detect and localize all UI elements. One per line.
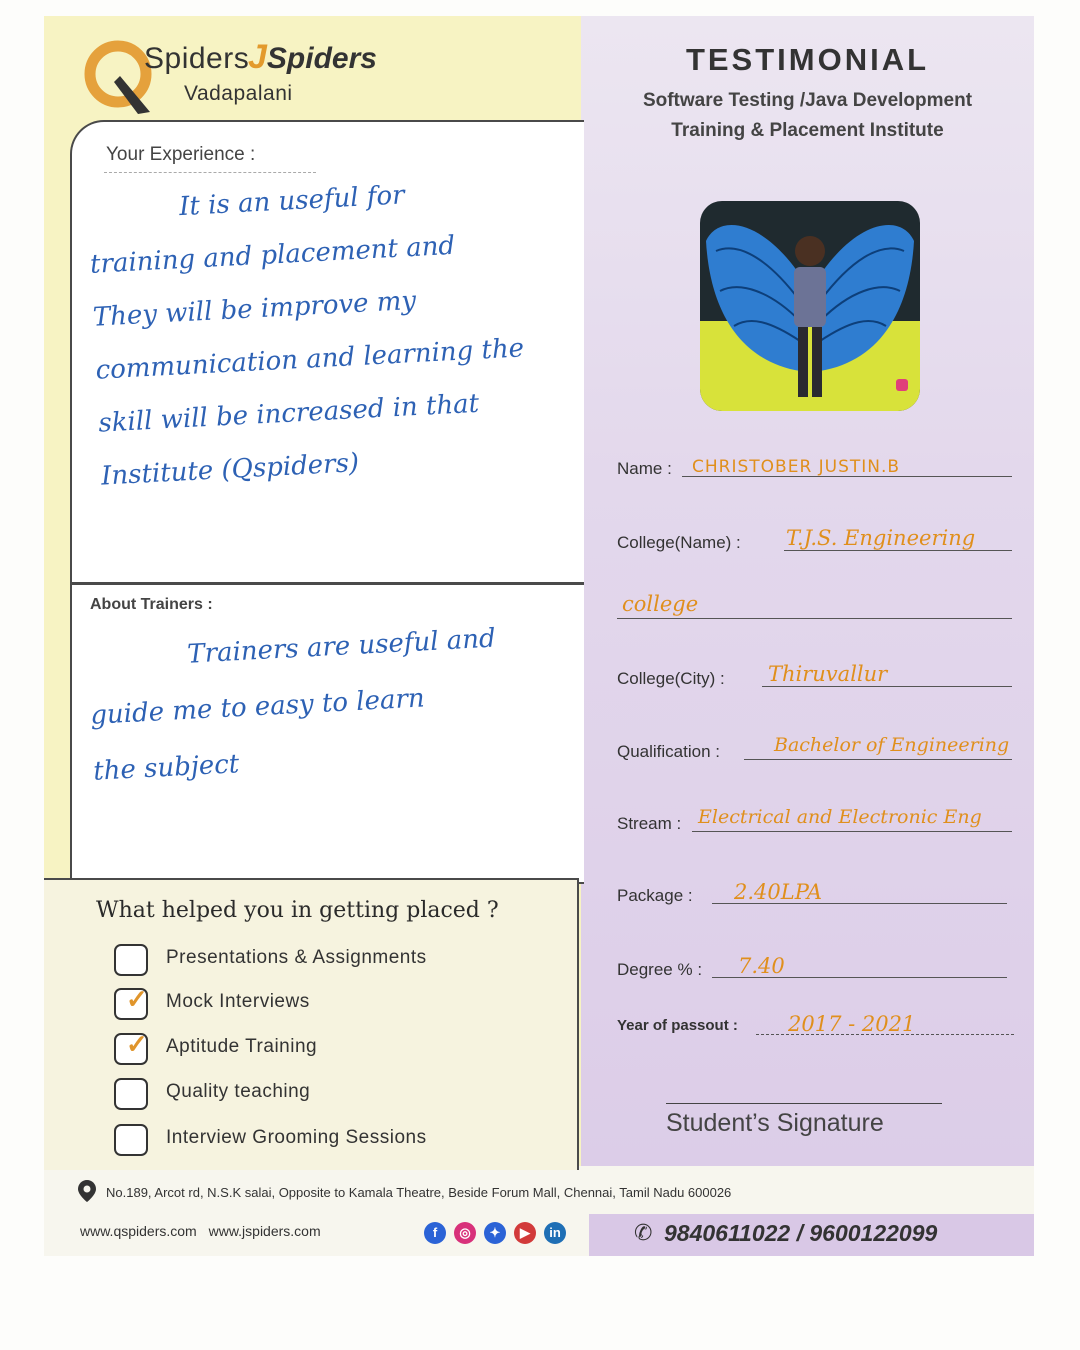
college-city-label: College(City) : [617,669,725,688]
experience-line: Institute (Qspiders) [100,448,360,492]
phone-icon: ✆ [634,1220,653,1245]
experience-line: It is an useful for [178,180,406,223]
passout-label: Year of passout : [617,1017,738,1034]
brand-jspiders [248,38,377,77]
stream-line [692,831,1012,832]
instagram-icon[interactable]: ◎ [454,1222,476,1244]
trainers-line: guide me to easy to learn [89,683,426,731]
college-name-line-2 [617,618,1012,619]
degree-percent-value: 7.40 [738,954,785,978]
option-label: Presentations & Assignments [166,947,427,968]
right-panel [581,16,1034,1166]
testimonial-form [44,16,1034,1256]
college-name-line [784,550,1012,551]
option-label: Interview Grooming Sessions [166,1127,427,1148]
card-divider [72,582,584,585]
trainers-line: the subject [92,749,240,787]
feedback-card [70,120,584,884]
page-title: TESTIMONIAL [685,42,930,77]
signature-label: Student’s Signature [666,1109,884,1137]
trainers-line: Trainers are useful and [186,623,497,670]
subtitle-line-1: Software Testing /Java Development [642,90,973,111]
qualification-line [744,759,1012,760]
qualification-value: Bachelor of Engineering [774,734,1010,756]
brand-j-letter: J [248,38,267,76]
branch-name: Vadapalani [184,82,293,105]
name-label: Name : [617,459,672,478]
experience-line: skill will be increased in that [97,388,480,439]
signature-line [666,1103,942,1104]
name-value: CHRISTOBER JUSTIN.B [692,457,901,477]
brand-qspiders: Spiders [144,42,250,75]
checkbox-checked[interactable] [114,984,148,1020]
option-label: Aptitude Training [166,1036,318,1057]
student-photo [700,201,920,411]
what-helped-section [44,878,579,1170]
linkedin-icon[interactable]: in [544,1222,566,1244]
experience-line: They will be improve my [92,285,417,333]
website-links[interactable]: www.qspiders.com www.jspiders.com [80,1223,321,1239]
package-label: Package : [617,886,693,905]
subtitle-line-2: Training & Placement Institute [671,120,944,141]
college-name-value-2: college [622,592,699,616]
experience-line: communication and learning the [94,333,525,386]
address: No.189, Arcot rd, N.S.K salai, Opposite to Kamala Theatre, Beside Forum Mall, Chennai, Tamil Nadu 600026 [106,1185,732,1200]
experience-line: training and placement and [89,230,456,280]
degree-percent-label: Degree % : [617,960,703,979]
phone-numbers[interactable]: 9840611022 / 9600122099 [664,1220,938,1246]
college-name-label: College(Name) : [617,533,741,552]
experience-label: Your Experience : [106,144,256,165]
brand-j-rest: Spiders [266,42,377,75]
trainers-label: About Trainers : [90,596,213,613]
checkbox-checked[interactable] [114,1029,148,1065]
check-mark-icon: ✓ [126,984,148,1014]
check-mark-icon: ✓ [126,1029,148,1059]
youtube-icon[interactable]: ▶ [514,1222,536,1244]
college-name-value: T.J.S. Engineering [786,526,976,550]
experience-text [86,160,592,503]
college-city-line [762,686,1012,687]
option-label: Quality teaching [166,1081,311,1102]
checkbox[interactable] [114,1078,148,1110]
stream-label: Stream : [617,814,682,833]
location-pin-icon [78,1180,96,1202]
stream-value: Electrical and Electronic Eng [698,806,982,828]
option-label: Mock Interviews [166,991,310,1012]
package-value: 2.40LPA [734,880,823,904]
facebook-icon[interactable]: f [424,1222,446,1244]
checkbox[interactable] [114,1124,148,1156]
checkbox[interactable] [114,944,148,976]
college-city-value: Thiruvallur [768,662,888,686]
trainers-text [86,606,584,799]
passout-value: 2017 - 2021 [788,1012,916,1036]
what-helped-title: What helped you in getting placed ? [96,898,499,923]
qualification-label: Qualification : [617,742,720,761]
experience-underline [104,172,316,173]
twitter-icon[interactable]: ✦ [484,1222,506,1244]
